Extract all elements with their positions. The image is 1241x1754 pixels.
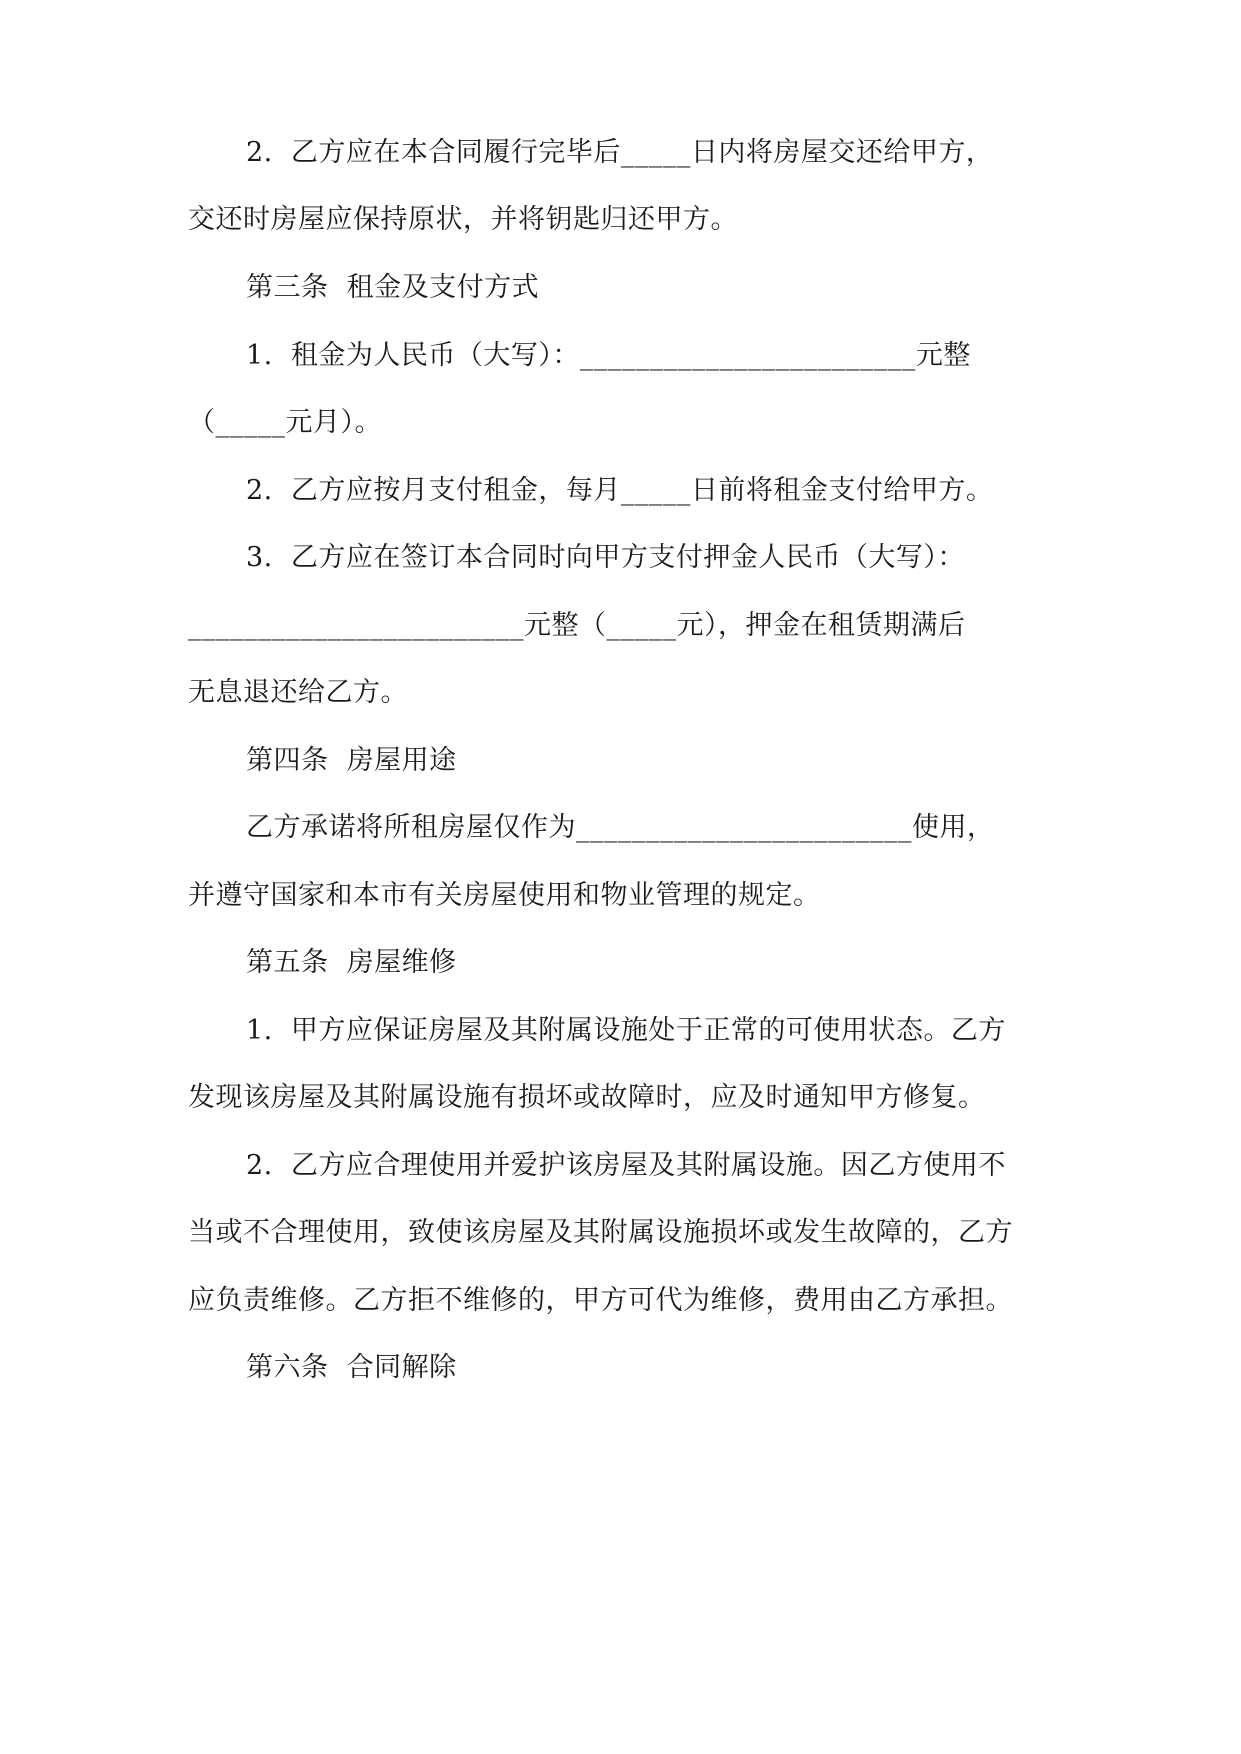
deposit-line-1: 3. 乙方应在签订本合同时向甲方支付押金人民币（大写）：: [246, 542, 965, 573]
usage-line-2: 并遵守国家和本市有关房屋使用和物业管理的规定。: [188, 880, 821, 911]
usage-line-1: 乙方承诺将所租房屋仅作为________________________使用，: [246, 812, 995, 843]
deposit-line-2: ________________________元整（_____元），押金在租赁期满后: [188, 610, 966, 641]
article-4-heading: 第四条 房屋用途: [246, 745, 457, 776]
article-3-heading: 第三条 租金及支付方式: [246, 272, 540, 303]
clause-2-return-line-2: 交还时房屋应保持原状，并将钥匙归还甲方。: [188, 204, 738, 235]
repair-clause-1-line-1: 1. 甲方应保证房屋及其附属设施处于正常的可使用状态。乙方: [246, 1015, 1006, 1046]
article-5-heading: 第五条 房屋维修: [246, 947, 457, 978]
repair-clause-1-line-2: 发现该房屋及其附属设施有损坏或故障时，应及时通知甲方修复。: [188, 1082, 986, 1113]
repair-clause-2-line-3: 应负责维修。乙方拒不维修的，甲方可代为维修，费用由乙方承担。: [188, 1285, 1013, 1316]
article-6-heading: 第六条 合同解除: [246, 1352, 457, 1383]
rent-payment-line: 2. 乙方应按月支付租金，每月_____日前将租金支付给甲方。: [246, 475, 994, 506]
clause-2-return-line-1: 2. 乙方应在本合同履行完毕后_____日内将房屋交还给甲方，: [246, 137, 994, 168]
repair-clause-2-line-1: 2. 乙方应合理使用并爱护该房屋及其附属设施。因乙方使用不: [246, 1150, 1006, 1181]
rent-amount-line-1: 1. 租金为人民币（大写）：________________________元整: [246, 340, 971, 371]
deposit-line-3: 无息退还给乙方。: [188, 677, 408, 708]
repair-clause-2-line-2: 当或不合理使用，致使该房屋及其附属设施损坏或发生故障的，乙方: [188, 1217, 1013, 1248]
rent-amount-line-2: （_____元月）。: [188, 407, 382, 438]
